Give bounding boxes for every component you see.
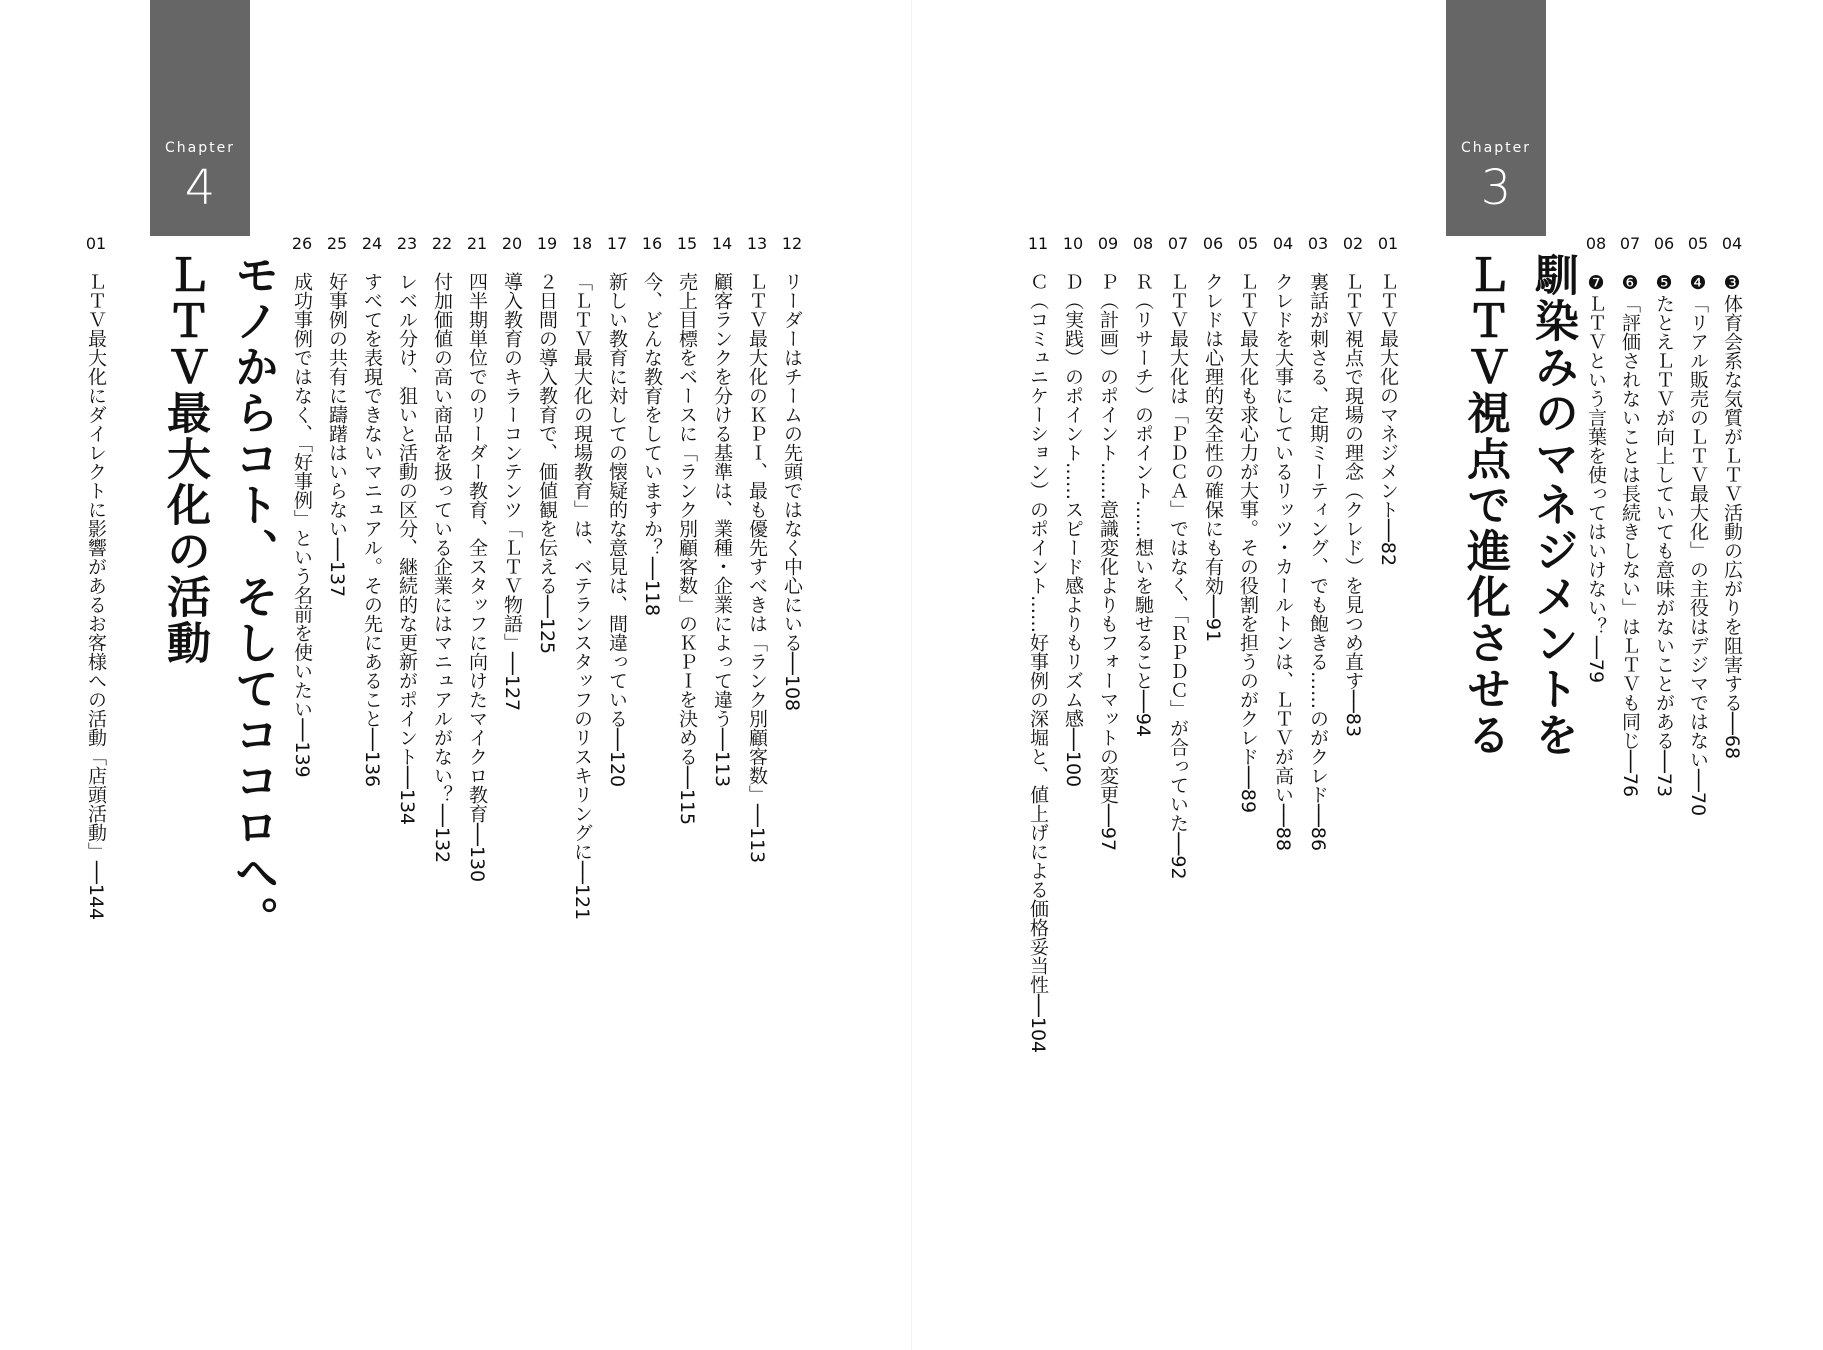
chapter-4-box xyxy=(150,0,250,236)
entry-title: レベル分け、狙いと活動の区分、継続的な更新がポイント──134 xyxy=(396,272,418,826)
entry-title: ＬＴＶ最大化のマネジメント──82 xyxy=(1377,272,1399,567)
entry-number: 21 xyxy=(466,234,488,253)
toc-entry-04[interactable] xyxy=(1716,232,1748,759)
entry-title: ❼ＬＴＶという言葉を使ってはいけない？──79 xyxy=(1585,272,1607,684)
entry-title: 好事例の共有に躊躇はいらない──137 xyxy=(326,272,348,598)
left-page xyxy=(0,0,911,1350)
entry-number: 24 xyxy=(361,234,383,253)
entry-title: ❻「評価されないことは長続きしない」はＬＴＶも同じ──76 xyxy=(1619,272,1641,798)
toc-entry-16[interactable] xyxy=(636,232,668,616)
entry-number: 04 xyxy=(1272,234,1294,253)
chapter-3-title xyxy=(1450,252,1586,758)
entry-number: 19 xyxy=(536,234,558,253)
entry-number: 05 xyxy=(1687,234,1709,253)
toc-entry-06[interactable] xyxy=(1197,232,1229,642)
toc-entry-06[interactable] xyxy=(1648,232,1680,797)
entry-number: 08 xyxy=(1132,234,1154,253)
toc-entry-21[interactable] xyxy=(461,232,493,882)
chapter-title-line-2: ＬＴＶ視点で進化させる xyxy=(1459,252,1510,758)
entry-number: 23 xyxy=(396,234,418,253)
toc-entry-15[interactable] xyxy=(671,232,703,825)
toc-entry-17[interactable] xyxy=(601,232,633,787)
entry-title: ❺たとえＬＴＶが向上していても意味がないことがある──73 xyxy=(1653,272,1675,798)
entry-title: 裏話が刺さる、定期ミーティング、でも飽きる……のがクレド──86 xyxy=(1307,272,1329,852)
entry-title: ＬＴＶ最大化も求心力が大事。その役割を担うのがクレド──89 xyxy=(1237,272,1259,814)
entry-title: 今、どんな教育をしていますか？──118 xyxy=(641,272,663,617)
chapter-title-line-2: ＬＴＶ最大化の活動 xyxy=(159,252,210,666)
entry-number: 06 xyxy=(1653,234,1675,253)
right-page xyxy=(912,0,1823,1350)
entry-title: ❹「リアル販売のＬＴＶ最大化」の主役はデジマではない──70 xyxy=(1687,272,1709,817)
chapter-3-box xyxy=(1446,0,1546,236)
toc-entry-02[interactable] xyxy=(1337,232,1369,737)
entry-number: 15 xyxy=(676,234,698,253)
toc-entry-22[interactable] xyxy=(426,232,458,863)
entry-title: 導入教育のキラーコンテンツ「ＬＴＶ物語」──127 xyxy=(501,272,523,712)
entry-title: リーダーはチームの先頭ではなく中心にいる──108 xyxy=(781,272,803,712)
entry-number: 01 xyxy=(1377,234,1399,253)
entry-number: 05 xyxy=(1237,234,1259,253)
toc-entry-14[interactable] xyxy=(706,232,738,787)
entry-number: 04 xyxy=(1721,234,1743,253)
toc-entry-09[interactable] xyxy=(1092,232,1124,851)
entry-number: 07 xyxy=(1167,234,1189,253)
entry-number: 01 xyxy=(85,234,107,253)
entry-number: 10 xyxy=(1062,234,1084,253)
entry-title: Ｒ（リサーチ）のポイント……想いを馳せること──94 xyxy=(1132,272,1154,738)
entry-title: 付加価値の高い商品を扱っている企業にはマニュアルがない？──132 xyxy=(431,272,453,864)
entry-title: Ｐ（計画）のポイント……意識変化よりもフォーマットの変更──97 xyxy=(1097,272,1119,852)
toc-entry-08[interactable] xyxy=(1127,232,1159,737)
chapter-number: 3 xyxy=(1480,160,1512,216)
chapter-title-line-1: モノからコト、そしてココロへ。 xyxy=(227,252,278,942)
entry-title: ❸体育会系な気質がＬＴＶ活動の広がりを阻害する──68 xyxy=(1721,272,1743,760)
toc-entry-03[interactable] xyxy=(1302,232,1334,851)
entry-title: Ｃ（コミュニケーション）のポイント……好事例の深堀と、値上げによる価格妥当性──104 xyxy=(1027,272,1049,1054)
toc-entry-23[interactable] xyxy=(391,232,423,825)
entry-number: 20 xyxy=(501,234,523,253)
entry-number: 17 xyxy=(606,234,628,253)
entry-title: ＬＴＶ視点で現場の理念（クレド）を見つめ直す──83 xyxy=(1342,272,1364,738)
toc-entry-25[interactable] xyxy=(321,232,353,597)
toc-entry-13[interactable] xyxy=(741,232,773,863)
toc-entry-07[interactable] xyxy=(1614,232,1646,797)
toc-entry-19[interactable] xyxy=(531,232,563,654)
toc-entry-18[interactable] xyxy=(566,232,598,920)
toc-entry-12[interactable] xyxy=(776,232,808,711)
toc-entry-08[interactable] xyxy=(1580,232,1612,683)
toc-entry-07[interactable] xyxy=(1162,232,1194,880)
entry-number: 22 xyxy=(431,234,453,253)
entry-title: 「ＬＴＶ最大化の現場教育」は、ベテランスタッフのリスキリングに──121 xyxy=(571,272,593,921)
entry-title: ＬＴＶ最大化のＫＰＩ、最も優先すべきは「ランク別顧客数」──113 xyxy=(746,272,768,864)
chapter-4-title xyxy=(150,252,286,942)
entry-title: クレドは心理的安全性の確保にも有効──91 xyxy=(1202,272,1224,643)
toc-entry-04[interactable] xyxy=(1267,232,1299,851)
toc-entry-01[interactable] xyxy=(80,232,112,920)
toc-entry-10[interactable] xyxy=(1057,232,1089,787)
toc-entry-26[interactable] xyxy=(286,232,318,778)
entry-number: 13 xyxy=(746,234,768,253)
entry-title: ＬＴＶ最大化は「ＰＤＣＡ」ではなく、「ＲＰＤＣ」が合っていた──92 xyxy=(1167,272,1189,880)
entry-number: 14 xyxy=(711,234,733,253)
toc-entry-05[interactable] xyxy=(1232,232,1264,813)
entry-number: 08 xyxy=(1585,234,1607,253)
entry-number: 03 xyxy=(1307,234,1329,253)
toc-entry-01[interactable] xyxy=(1372,232,1404,566)
entry-number: 02 xyxy=(1342,234,1364,253)
chapter-title-line-1: 馴染みのマネジメントを xyxy=(1527,252,1578,758)
entry-title: 四半期単位でのリーダー教育、全スタッフに向けたマイクロ教育──130 xyxy=(466,272,488,883)
toc-entry-11[interactable] xyxy=(1022,232,1054,1053)
entry-title: 売上目標をベースに「ランク別顧客数」のＫＰＩを決める──115 xyxy=(676,272,698,826)
entry-title: 成功事例ではなく、「好事例」という名前を使いたい──139 xyxy=(291,272,313,778)
entry-title: クレドを大事にしているリッツ・カールトンは、ＬＴＶが高い──88 xyxy=(1272,272,1294,852)
entry-number: 18 xyxy=(571,234,593,253)
chapter-label: Chapter xyxy=(1461,140,1531,156)
entry-number: 11 xyxy=(1027,234,1049,253)
entry-title: すべてを表現できないマニュアル。その先にあること──136 xyxy=(361,272,383,788)
toc-entry-05[interactable] xyxy=(1682,232,1714,816)
entry-title: ２日間の導入教育で、価値観を伝える──125 xyxy=(536,272,558,655)
entry-number: 06 xyxy=(1202,234,1224,253)
entry-title: 新しい教育に対しての懐疑的な意見は、間違っている──120 xyxy=(606,272,628,788)
entry-title: ＬＴＶ最大化にダイレクトに影響があるお客様への活動「店頭活動」──144 xyxy=(85,272,107,921)
entry-title: 顧客ランクを分ける基準は、業種・企業によって違う──113 xyxy=(711,272,733,788)
entry-number: 16 xyxy=(641,234,663,253)
toc-entry-24[interactable] xyxy=(356,232,388,787)
entry-number: 09 xyxy=(1097,234,1119,253)
entry-number: 25 xyxy=(326,234,348,253)
entry-number: 26 xyxy=(291,234,313,253)
entry-number: 07 xyxy=(1619,234,1641,253)
chapter-number: 4 xyxy=(184,160,216,216)
entry-title: Ｄ（実践）のポイント……スピード感よりもリズム感──100 xyxy=(1062,272,1084,788)
chapter-label: Chapter xyxy=(165,140,235,156)
toc-entry-20[interactable] xyxy=(496,232,528,711)
entry-number: 12 xyxy=(781,234,803,253)
